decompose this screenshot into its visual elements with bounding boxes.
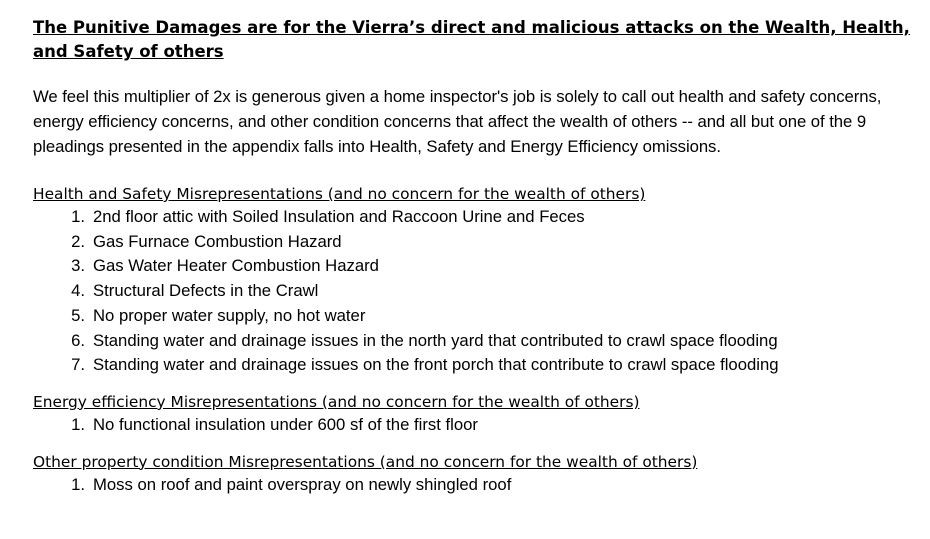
list-item-text: Standing water and drainage issues in the north yard that contributed to crawl space flooding: [93, 330, 778, 350]
list-item: [33, 329, 923, 354]
list-item: [33, 205, 923, 230]
document-heading: The Punitive Damages are for the Vierra’s direct and malicious attacks on the Wealth, Health, and Safety of others: [33, 18, 910, 61]
list-item: [33, 413, 923, 438]
section-health-safety: [33, 183, 923, 378]
list-item-text: 2nd floor attic with Soiled Insulation and Raccoon Urine and Feces: [93, 207, 585, 226]
list-item: [33, 230, 923, 255]
list-item-number: 1.: [71, 474, 85, 494]
list-item-text: No functional insulation under 600 sf of the first floor: [93, 414, 478, 434]
list-item: [33, 473, 923, 498]
list-item-text: Structural Defects in the Crawl: [93, 281, 319, 301]
list-item-text: No proper water supply, no hot water: [93, 305, 366, 325]
section-title-energy-efficiency: Energy efficiency Misrepresentations (and no concern for the wealth of others): [33, 392, 640, 411]
list-item-number: 2.: [71, 231, 85, 251]
list-energy-efficiency: [33, 413, 923, 438]
list-item: [33, 254, 923, 279]
list-item-number: 4.: [71, 281, 85, 301]
list-item: [33, 304, 923, 329]
list-other-condition: [33, 473, 923, 498]
list-item-number: 6.: [71, 330, 85, 350]
list-item: [33, 353, 923, 378]
list-health-safety: [33, 205, 923, 378]
list-item-text: Gas Water Heater Combustion Hazard: [93, 256, 379, 276]
document-body: [33, 16, 923, 497]
list-item-number: 1.: [71, 414, 85, 434]
section-title-health-safety: Health and Safety Misrepresentations (and no concern for the wealth of others): [33, 185, 646, 203]
section-energy-efficiency: [33, 391, 923, 438]
list-item-number: 1.: [71, 207, 85, 226]
list-item-number: 7.: [71, 355, 85, 375]
intro-paragraph: We feel this multiplier of 2x is generous given a home inspector's job is solely to call out health and safety concerns, energy efficiency concerns, and other condition concerns that affect the wealth of others -- and all but one of the 9 pleadings presented in the appendix falls into Health, Safety and Energy Efficiency omissions.: [33, 87, 882, 156]
list-item-text: Moss on roof and paint overspray on newly shingled roof: [93, 474, 512, 494]
list-item-number: 3.: [71, 256, 85, 276]
list-item-text: Standing water and drainage issues on the front porch that contribute to crawl space flooding: [93, 355, 779, 375]
list-item-text: Gas Furnace Combustion Hazard: [93, 231, 342, 251]
section-other-condition: [33, 451, 923, 498]
section-title-other-condition: Other property condition Misrepresentations (and no concern for the wealth of others): [33, 452, 698, 471]
list-item: [33, 279, 923, 304]
list-item-number: 5.: [71, 305, 85, 325]
